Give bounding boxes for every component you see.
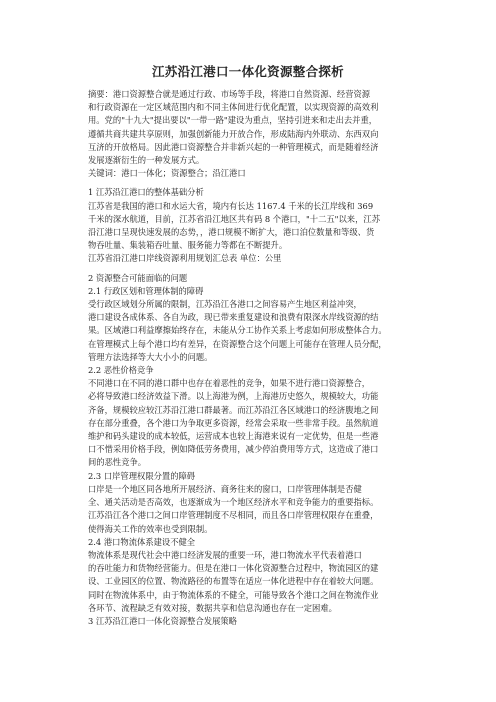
text-line: 口不惜采用价格手段，例如降低劳务费用，减少停泊费用等方式，这造成了港口 — [88, 444, 379, 455]
text-line: 沿江港口呈现快速发展的态势，，港口规模不断扩大，港口泊位数量和等级、货 — [88, 227, 375, 238]
text-line: 港口建设各成体系、各自为政，现已带来重复建设和浪费有限深水岸线资源的结 — [88, 312, 379, 323]
text-line: 必将导致港口经济效益下滑。以上海港为例，上海港历史悠久，规模较大，功能 — [88, 391, 379, 402]
document-body — [88, 88, 438, 628]
text-line: 齐备，规模较应较江苏沿江港口群最著。而江苏沿江各区域港口的经济腹地之间 — [88, 404, 379, 415]
text-line: 同时在物流体系中，由于物流体系的不健全，可能导致各个港口之间在物流作业 — [88, 589, 379, 600]
text-line: 关键词：港口一体化；资源整合；沿江港口 — [88, 168, 246, 179]
text-line: 2 资源整合可能面临的问题 — [88, 272, 188, 283]
text-line: 在管理模式上每个港口均有差异，在资源整合这个问题上可能存在管理人员分配， — [88, 338, 387, 349]
text-line: 千米的深水航道，目前，江苏省沿江地区共有码 8 个港口，"十二五"以来，江苏 — [88, 213, 380, 224]
text-line: 2.2 恶性价格竞争 — [88, 365, 154, 376]
text-line: 1 江苏沿江港口的整体基础分析 — [88, 187, 204, 198]
text-line: 和行政资源在一定区域范围内和不同主体间进行优化配置，以实现资源的高效利 — [88, 102, 379, 113]
text-line: 物流体系是现代社会中港口经济发展的重要一环，港口物流水平代表着港口 — [88, 549, 362, 560]
document-title: 江苏沿江港口一体化资源整合探析 — [151, 64, 344, 79]
text-line: 发展逐渐衍生的一种发展方式。 — [88, 155, 205, 166]
text-line: 设、工业园区的位置、物流路径的布置等在适应一体化进程中存在着较大问题。 — [88, 576, 379, 587]
text-line: 遵循共商共建共享原则，加强创新能力开放合作，形成陆海内外联动、东西双向 — [88, 128, 379, 139]
text-line: 3 江苏沿江港口一体化资源整合发展策略 — [88, 615, 237, 626]
text-line: 江苏沿江各个港口之间口岸管理制度不尽相同，而且各口岸管理权限存在重叠， — [88, 510, 379, 521]
text-line: 使得海关工作的效率也受到限制。 — [88, 523, 213, 534]
text-line: 不同港口在不同的港口群中也存在着恶性的竞争，如果不进行港口资源整合， — [88, 378, 371, 389]
text-line: 存在部分重叠，各个港口为争取更多资源，经常会采取一些非常手段。虽然航道 — [88, 417, 379, 428]
text-line: 的吞吐能力和货物经营能力。但是在港口一体化资源整合过程中，物流园区的建 — [88, 563, 379, 574]
text-line: 2.3 口岸管理权限分置的障碍 — [88, 470, 196, 481]
text-line: 受行政区域划分所属的限制，江苏沿江各港口之间容易产生地区利益冲突， — [88, 299, 362, 310]
text-line: 口岸是一个地区同各地所开展经济、商务往来的窗口，口岸管理体制是否健 — [88, 483, 362, 494]
text-line: 管理方法选择等大大小小的问题。 — [88, 351, 213, 362]
text-line: 江苏省是我国的港口和水运大省，境内有长达 1167.4 千米的长江岸线和 369 — [88, 200, 374, 211]
text-line: 维护和码头建设的成本较低，运营成本也较上海港来说有一定优势，但是一些港 — [88, 431, 379, 442]
text-line: 2.1 行政区划和管理体制的障碍 — [88, 285, 204, 296]
text-line: 江苏省沿江港口岸线资源利用规划汇总表 单位：公里 — [88, 253, 282, 264]
text-line: 果。区域港口利益摩擦始终存在，未能从分工协作关系上考虑如何形成整体合力。 — [88, 325, 387, 336]
text-line: 各环节、流程缺乏有效对接，数据共享和信息沟通也存在一定困难。 — [88, 602, 337, 613]
text-line: 摘要：港口资源整合就是通过行政、市场等手段，将港口自然资源、经营资源 — [88, 89, 371, 99]
text-line: 全、通关活动是否高效，也逐渐成为一个地区经济水平和竞争能力的重要指标。 — [88, 497, 379, 508]
text-line: 物吞吐量、集装箱吞吐量、服务能力等都在不断提升。 — [88, 240, 288, 251]
text-line: 互济的开放格局。因此港口资源整合并非新兴起的一种管理模式，而是随着经济 — [88, 141, 379, 152]
text-line: 2.4 港口物流体系建设不健全 — [88, 536, 196, 547]
text-line: 间的恶性竞争。 — [88, 457, 147, 468]
text-line: 用。党的"十九大"提出要以"一带一路"建设为重点，坚持引进来和走出去并重， — [88, 115, 378, 126]
